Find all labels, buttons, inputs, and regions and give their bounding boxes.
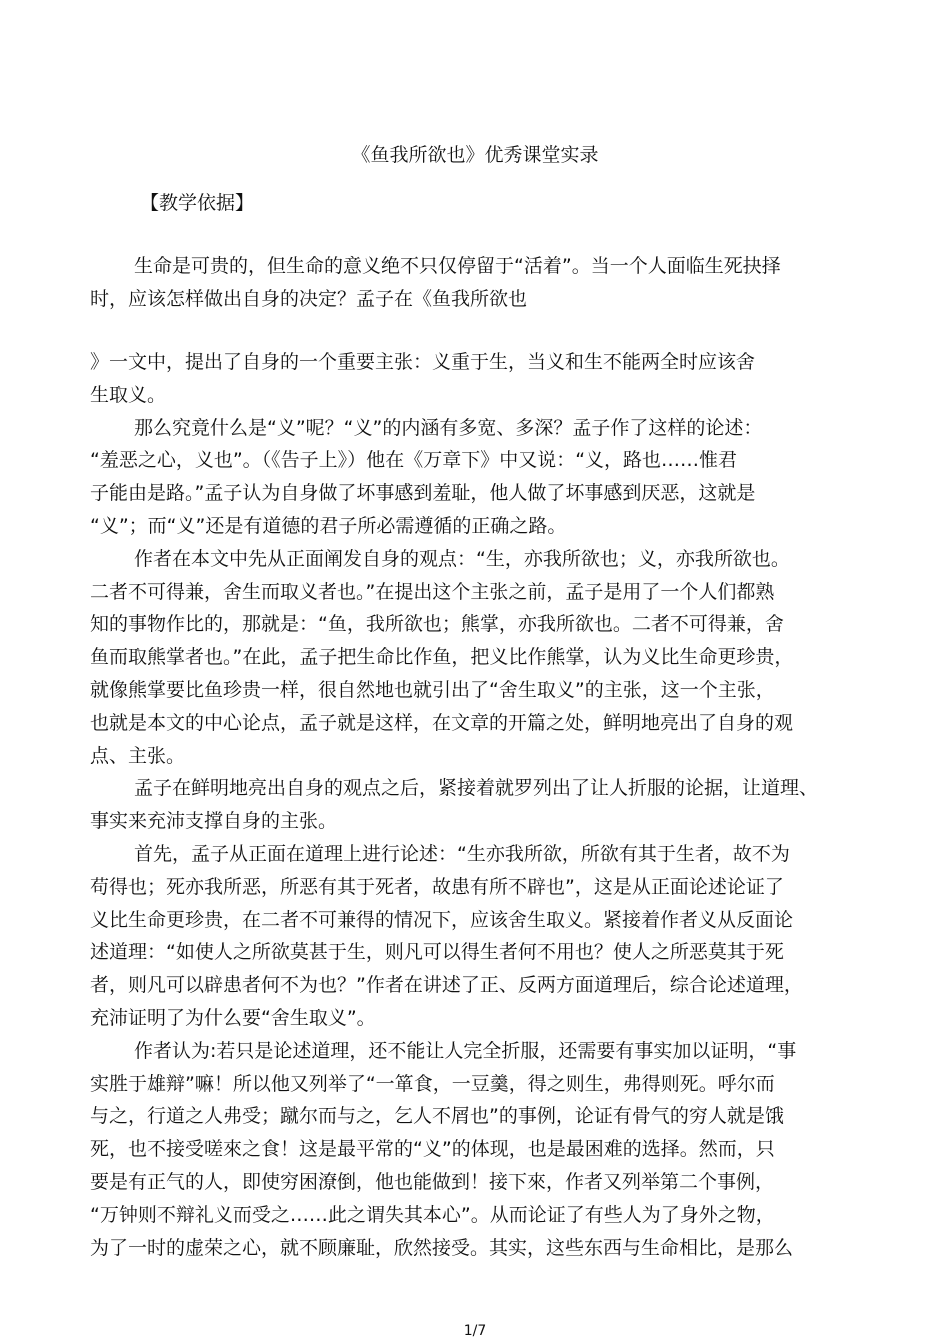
paragraph-line: “羞恶之心，义也”。（《告子上》）他在《万章下》中又说：“义，路也……惟君 (90, 449, 738, 472)
paragraph-line: “义”；而“义”还是有道德的君子所必需遵循的正确之路。 (90, 514, 567, 537)
paragraph-line: 点、主张。 (90, 744, 186, 767)
paragraph (90, 412, 870, 543)
paragraph-line: 那么究竟什么是“义”呢？“义”的内涵有多宽、多深？孟子作了这样的论述： (134, 416, 763, 439)
paragraph-line: 作者认为:若只是论述道理，还不能让人完全折服，还需要有事实加以证明，“事 (134, 1039, 797, 1062)
paragraph-line: 时，应该怎样做出自身的决定？孟子在《鱼我所欲也 (90, 287, 528, 310)
document-title: 《鱼我所欲也》优秀课堂实录 (351, 144, 599, 166)
paragraph (90, 838, 870, 1035)
paragraph-line: 述道理：“如使人之所欲莫甚于生，则凡可以得生者何不用也？使人之所恶莫其于死 (90, 941, 784, 964)
paragraph-line: 二者不可得兼，舍生而取义者也。”在提出这个主张之前，孟子是用了一个人们都熟 (90, 580, 775, 603)
paragraph (90, 543, 870, 773)
document-body (90, 346, 870, 1264)
paragraph-line: 知的事物作比的，那就是：“鱼，我所欲也；熊掌，亦我所欲也。二者不可得兼，舍 (90, 613, 784, 636)
paragraph-line: 生取义。 (90, 383, 167, 406)
paragraph-line: 》一文中，提出了自身的一个重要主张：义重于生，当义和生不能两全时应该舍 (90, 351, 756, 373)
paragraph (90, 1035, 870, 1265)
paragraph-line: 者，则凡可以辟患者何不为也？”作者在讲述了正、反两方面道理后，综合论述道理， (90, 974, 803, 997)
paragraph-line: 事实来充沛支撑自身的主张。 (90, 810, 338, 833)
paragraph-line: 也就是本文的中心论点，孟子就是这样，在文章的开篇之处，鲜明地亮出了自身的观 (90, 711, 794, 734)
paragraph-line: 首先，孟子从正面在道理上进行论述：“生亦我所欲，所欲有其于生者，故不为 (134, 842, 790, 865)
paragraph-line: 生命是可贵的，但生命的意义绝不只仅停留于“活着”。当一个人面临生死抉择 (134, 255, 781, 277)
paragraph-line: 要是有正气的人，即使穷困潦倒，他也能做到！接下來，作者又列举第二个事例， (90, 1170, 775, 1193)
paragraph-line: 实胜于雄辩”嘛！所以他又列举了“一箪食，一豆羹，得之则生，弗得则死。呼尔而 (90, 1072, 775, 1095)
paragraph-line: 苟得也；死亦我所恶，所恶有其于死者，故患有所不辟也”，这是从正面论述论证了 (90, 875, 784, 898)
section-heading: 【教学依据】 (140, 192, 255, 214)
paragraph-line: 孟子在鲜明地亮出自身的观点之后，紧接着就罗列出了让人折服的论据，让道理、 (134, 777, 819, 800)
paragraph-line: 充沛证明了为什么要“舍生取义”。 (90, 1006, 376, 1029)
paragraph-line: 与之，行道之人弗受；蹴尔而与之，乞人不屑也”的事例，论证有骨气的穷人就是饿 (90, 1105, 784, 1128)
paragraph (90, 346, 870, 412)
page-number: 1/7 (463, 1323, 487, 1339)
paragraph-line: “万钟则不辩礼义而受之……此之谓失其本心”。从而论证了有些人为了身外之物， (90, 1203, 775, 1226)
paragraph-intro (90, 250, 870, 316)
paragraph (90, 772, 870, 838)
paragraph-line: 作者在本文中先从正面阐发自身的观点：“生，亦我所欲也；义，亦我所欲也。 (134, 547, 790, 570)
paragraph-line: 鱼而取熊掌者也。”在此，孟子把生命比作鱼，把义比作熊掌，认为义比生命更珍贵， (90, 646, 794, 669)
paragraph-line: 义比生命更珍贵，在二者不可兼得的情况下，应该舍生取义。紧接着作者义从反面论 (90, 908, 794, 931)
paragraph-line: 死，也不接受嗟來之食！这是最平常的“义”的体现，也是最困难的选择。然而，只 (90, 1138, 775, 1161)
paragraph-line: 就像熊掌要比鱼珍贵一样，很自然地也就引出了“舍生取义”的主张，这一个主张， (90, 678, 775, 701)
paragraph-line: 子能由是路。”孟子认为自身做了坏事感到羞耻，他人做了坏事感到厌恶，这就是 (90, 482, 756, 505)
paragraph-line: 为了一时的虚荣之心，就不顾廉耻，欣然接受。其实，这些东西与生命相比，是那么 (90, 1236, 794, 1259)
